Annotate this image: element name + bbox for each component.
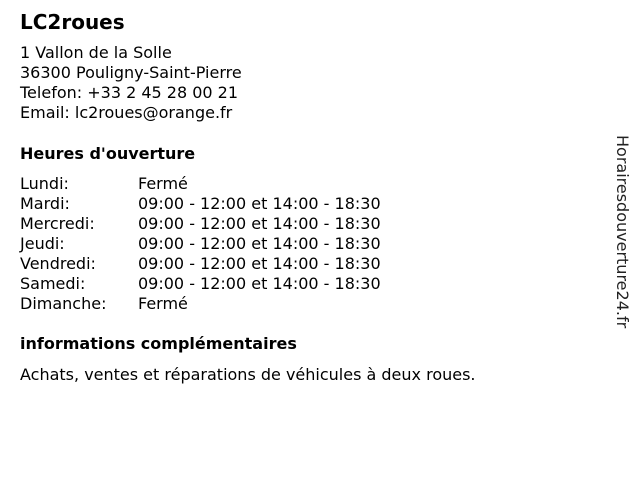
address-street: 1 Vallon de la Solle [20, 43, 172, 62]
hours-time: 09:00 - 12:00 et 14:00 - 18:30 [138, 194, 381, 213]
hours-time: 09:00 - 12:00 et 14:00 - 18:30 [138, 254, 381, 273]
info-text: Achats, ventes et réparations de véhicules à deux roues. [20, 365, 476, 384]
hours-time: 09:00 - 12:00 et 14:00 - 18:30 [138, 274, 381, 293]
hours-row-mardi [20, 194, 381, 214]
hours-time: Fermé [138, 294, 188, 313]
hours-day: Mercredi: [20, 214, 95, 233]
hours-row-dimanche [20, 294, 381, 314]
hours-row-vendredi [20, 254, 381, 274]
hours-time: Fermé [138, 174, 188, 193]
hours-row-samedi [20, 274, 381, 294]
hours-day: Samedi: [20, 274, 86, 293]
hours-day: Lundi: [20, 174, 69, 193]
hours-day: Mardi: [20, 194, 70, 213]
hours-day: Jeudi: [20, 234, 65, 253]
hours-row-jeudi [20, 234, 381, 254]
hours-row-lundi [20, 174, 381, 194]
site-brand-watermark: Horairesdouverture24.fr [613, 135, 632, 329]
hours-table [20, 174, 381, 314]
address-city: 36300 Pouligny-Saint-Pierre [20, 63, 242, 82]
hours-day: Vendredi: [20, 254, 96, 273]
phone-number: Telefon: +33 2 45 28 00 21 [20, 83, 239, 102]
hours-row-mercredi [20, 214, 381, 234]
hours-day: Dimanche: [20, 294, 107, 313]
info-title: informations complémentaires [20, 334, 297, 353]
shop-name: LC2roues [20, 10, 125, 34]
contact-block [20, 43, 242, 123]
email-address: Email: lc2roues@orange.fr [20, 103, 233, 122]
hours-time: 09:00 - 12:00 et 14:00 - 18:30 [138, 214, 381, 233]
hours-title: Heures d'ouverture [20, 144, 196, 163]
hours-time: 09:00 - 12:00 et 14:00 - 18:30 [138, 234, 381, 253]
